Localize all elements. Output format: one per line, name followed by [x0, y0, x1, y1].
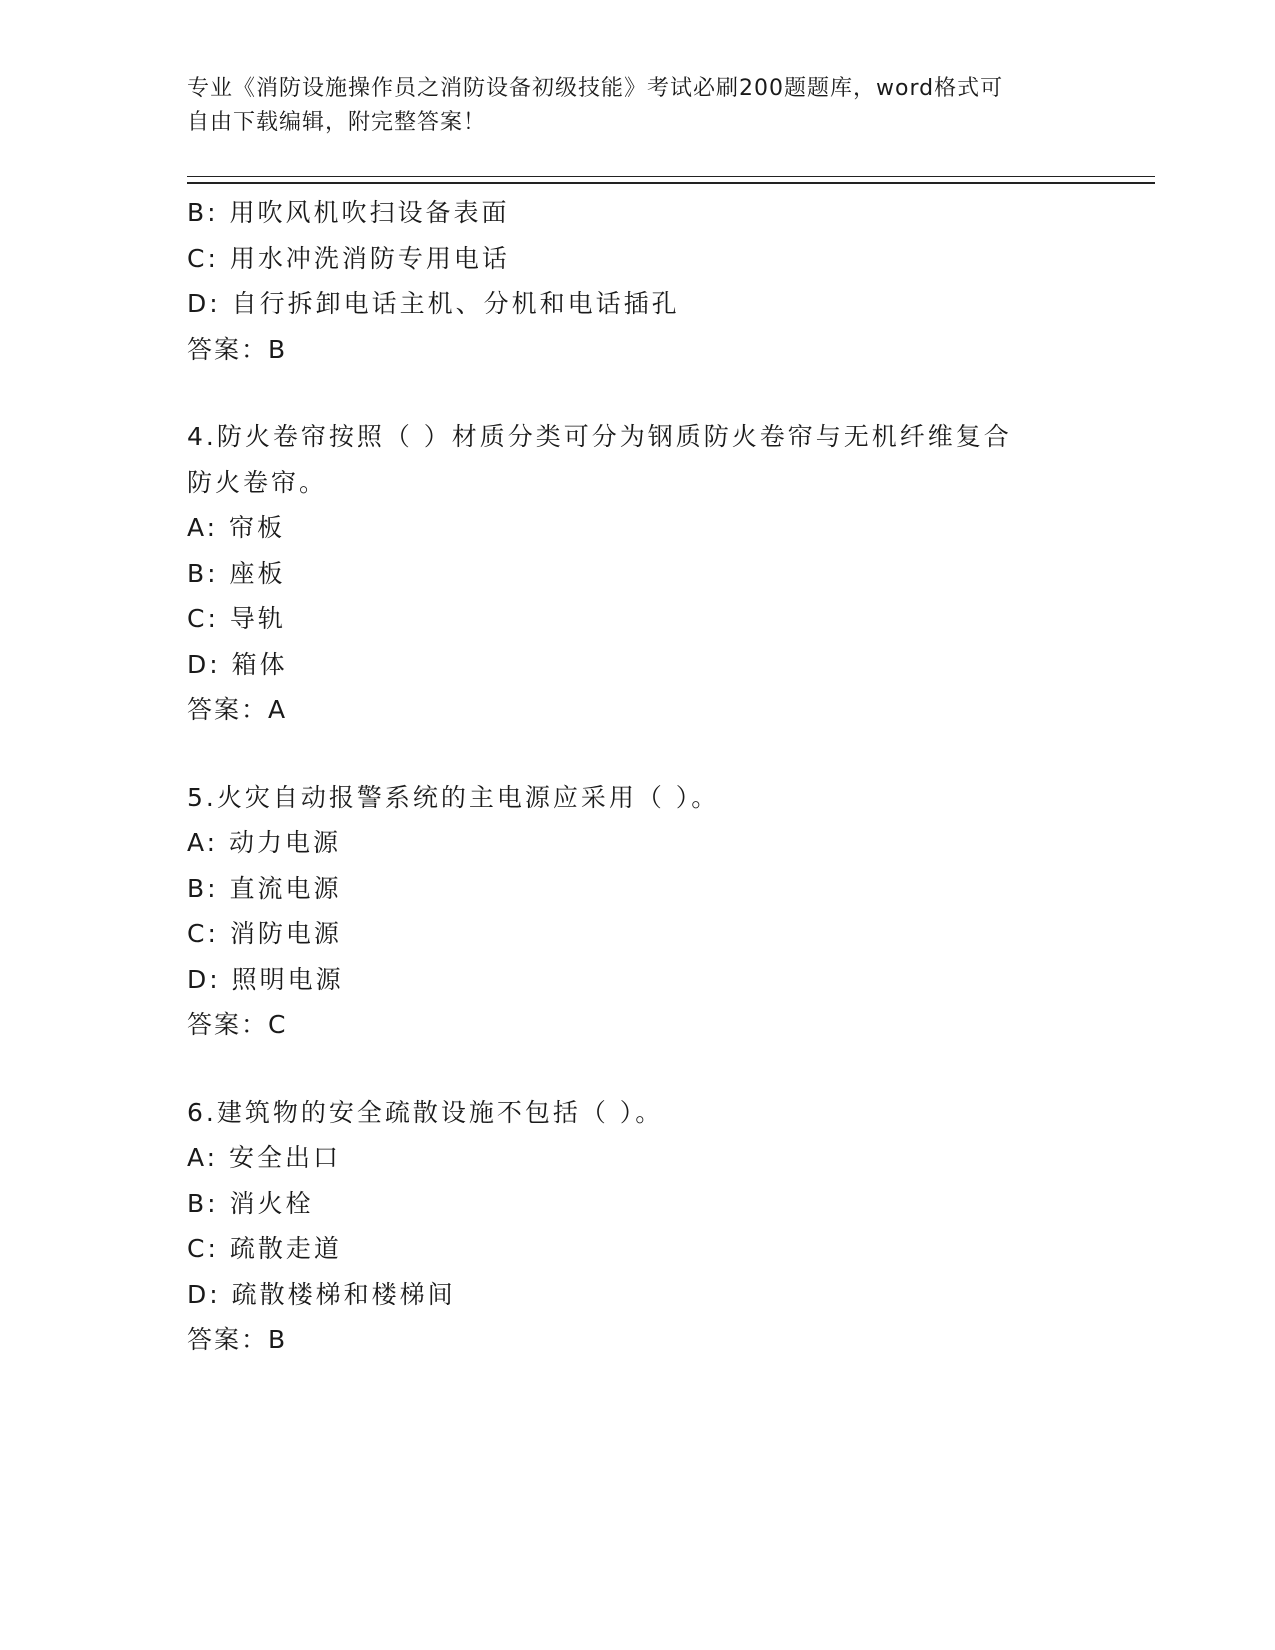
q3-option-b: B: 用吹风机吹扫设备表面 [187, 198, 510, 227]
q6-option-c: C: 疏散走道 [187, 1234, 342, 1263]
q5-stem: 5.火灾自动报警系统的主电源应采用（ ）。 [187, 782, 720, 812]
question-6 [187, 1090, 1087, 1363]
document-header [187, 72, 1087, 140]
question-5 [187, 775, 1087, 1048]
question-4 [187, 414, 1087, 733]
q3-answer: 答案：B [187, 334, 288, 364]
spacer [187, 372, 1087, 414]
header-divider [187, 176, 1155, 184]
spacer [187, 733, 1087, 775]
header-title-line1: 专业《消防设施操作员之消防设备初级技能》考试必刷200题题库，word格式可 [187, 76, 1004, 101]
q4-answer: 答案：A [187, 695, 288, 724]
q6-option-b: B: 消火栓 [187, 1188, 314, 1218]
q4-stem-line1: 4.防火卷帘按照（ ）材质分类可分为钢质防火卷帘与无机纤维复合 [187, 422, 1012, 451]
q3-option-c: C: 用水冲洗消防专用电话 [187, 243, 510, 273]
q4-option-c: C: 导轨 [187, 604, 286, 633]
q4-option-b: B: 座板 [187, 558, 286, 588]
q6-answer: 答案：B [187, 1325, 288, 1354]
q5-answer: 答案：C [187, 1010, 288, 1039]
q4-stem-line2: 防火卷帘。 [187, 467, 328, 497]
q6-option-a: A: 安全出口 [187, 1143, 342, 1172]
question-3-tail [187, 190, 1087, 372]
q5-option-d: D: 照明电源 [187, 964, 344, 994]
q6-option-d: D: 疏散楼梯和楼梯间 [187, 1279, 456, 1309]
header-title-line2: 自由下载编辑，附完整答案！ [187, 110, 487, 135]
question-list [187, 190, 1087, 1363]
spacer [187, 1048, 1087, 1090]
q5-option-c: C: 消防电源 [187, 919, 342, 948]
q3-option-d: D: 自行拆卸电话主机、分机和电话插孔 [187, 289, 680, 318]
q4-option-d: D: 箱体 [187, 649, 288, 679]
q5-option-a: A: 动力电源 [187, 828, 342, 857]
q5-option-b: B: 直流电源 [187, 873, 342, 903]
q6-stem: 6.建筑物的安全疏散设施不包括（ ）。 [187, 1097, 664, 1127]
q4-option-a: A: 帘板 [187, 513, 286, 542]
